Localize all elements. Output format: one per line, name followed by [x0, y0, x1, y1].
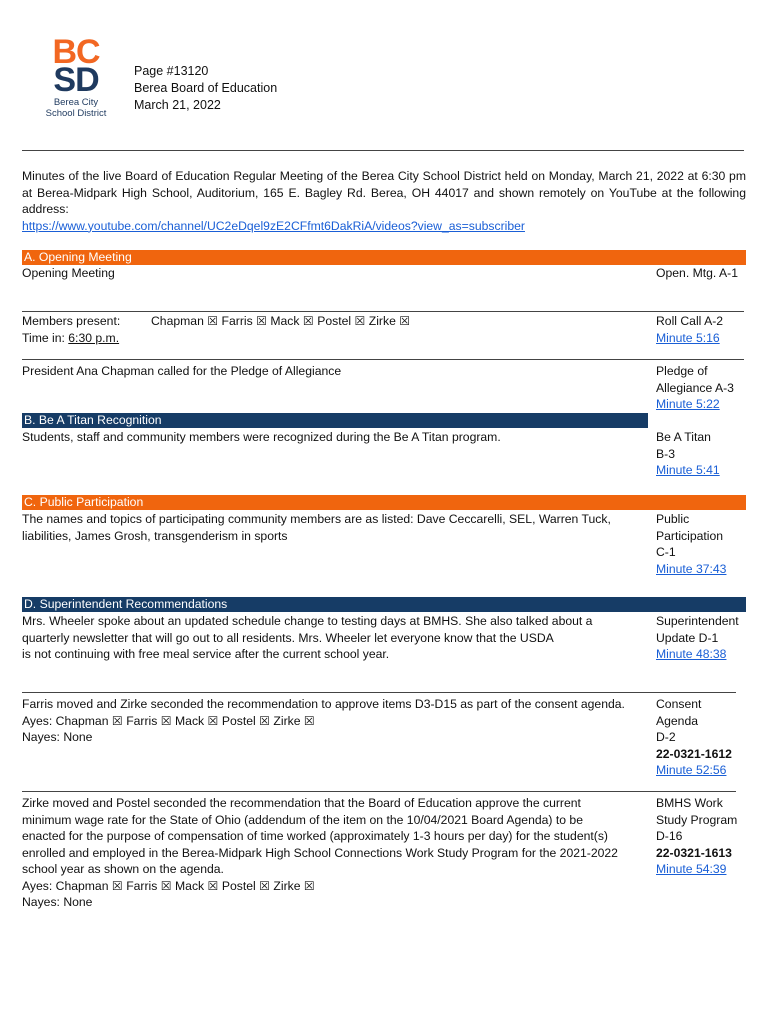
sup-minute-link[interactable]: Minute 48:38 [656, 647, 727, 661]
consent-minute-link[interactable]: Minute 52:56 [656, 763, 727, 777]
rollcall-label: Roll Call A-2 [656, 314, 724, 328]
page-number: Page #13120 [134, 64, 209, 78]
titan-text: Students, staff and community members were recognized during the Be A Titan program. [22, 430, 501, 444]
logo-sub-line1: Berea City [53, 97, 99, 108]
divider [22, 311, 744, 312]
work-ref [656, 795, 756, 878]
public-ref [656, 511, 756, 577]
public-line2: liabilities, James Grosh, transgenderism in sports [22, 528, 288, 543]
work-ref-line1: BMHS Work [656, 796, 723, 810]
consent-nayes: Nayes: None [22, 730, 93, 744]
work-minute-link[interactable]: Minute 54:39 [656, 862, 727, 876]
opening-meeting-text: Opening Meeting [22, 266, 115, 280]
logo-letter: B [52, 33, 76, 71]
sup-line2: quarterly newsletter that will go out to all residents. Mrs. Wheeler let everyone know that the USDA [22, 630, 554, 645]
work-line3: enacted for the purpose of compensation of time worked (approximately 1-3 hours per day) for the student(s) [22, 829, 608, 843]
pledge-ref-line2: Allegiance A-3 [656, 380, 734, 395]
logo-letters [36, 33, 116, 99]
section-c-header: C. Public Participation [22, 495, 746, 510]
work-line2: minimum wage rate for the State of Ohio (addendum of the item on the 10/04/2021 Board Agenda) to be [22, 812, 583, 827]
consent-text [22, 696, 625, 746]
work-resolution: 22-0321-1613 [656, 845, 732, 860]
divider [22, 791, 736, 792]
members-label: Members present: [22, 314, 121, 328]
logo-letter: S [53, 61, 76, 99]
time-label: Time in: [22, 331, 65, 345]
titan-ref-line2: B-3 [656, 446, 675, 461]
rollcall-ref [656, 313, 756, 346]
meeting-date: March 21, 2022 [134, 98, 221, 112]
sup-ref-line2: Update D-1 [656, 630, 719, 645]
consent-ayes: Ayes: Chapman ☒ Farris ☒ Mack ☒ Postel ☒ Zirke ☒ [22, 713, 315, 728]
sup-ref-line1: Superintendent [656, 614, 739, 628]
section-b-header: B. Be A Titan Recognition [22, 413, 648, 428]
titan-ref [656, 429, 756, 479]
intro-text: Minutes of the live Board of Education Regular Meeting of the Berea City School District held on Monday, March 21, 2022 at 6:30 pm at Berea-Midpark High School, Auditorium, 165 E. Bagley Rd. Berea, OH 44017 and shown remotely on YouTube at the following address: [22, 169, 746, 216]
logo-sub-line2: School District [45, 108, 107, 119]
work-line4: enrolled and employed in the Berea-Midpark High School Connections Work Study Program for the 2021-2022 [22, 845, 618, 860]
time-value: 6:30 p.m. [68, 331, 120, 345]
consent-resolution: 22-0321-1612 [656, 746, 732, 761]
divider [22, 359, 744, 360]
logo-subtitle [36, 97, 116, 119]
work-study-text [22, 795, 618, 911]
pledge-text: President Ana Chapman called for the Pledge of Allegiance [22, 364, 342, 378]
consent-ref [656, 696, 756, 779]
section-d-header: D. Superintendent Recommendations [22, 597, 746, 612]
public-minute-link[interactable]: Minute 37:43 [656, 561, 727, 576]
divider [22, 150, 744, 151]
pledge-minute-link[interactable]: Minute 5:22 [656, 397, 720, 411]
public-ref-line2: Participation [656, 528, 724, 543]
divider [22, 692, 736, 693]
opening-ref: Open. Mtg. A-1 [656, 266, 738, 280]
rollcall-minute-link[interactable]: Minute 5:16 [656, 330, 720, 345]
public-line1: The names and topics of participating community members are as listed: Dave Ceccarelli, SEL, Warren Tuck, [22, 512, 611, 526]
public-ref-line1: Public [656, 512, 690, 526]
work-ref-line2: Study Program [656, 812, 738, 827]
public-ref-line3: C-1 [656, 545, 676, 559]
work-line5: school year as shown on the agenda. [22, 862, 224, 876]
work-ayes: Ayes: Chapman ☒ Farris ☒ Mack ☒ Postel ☒ Zirke ☒ [22, 878, 315, 893]
youtube-link[interactable]: https://www.youtube.com/channel/UC2eDqel9zE2CFfmt6DakRiA/videos?view_as=subscriber [22, 218, 525, 233]
sup-line1: Mrs. Wheeler spoke about an updated schedule change to testing days at BMHS. She also talked about a [22, 614, 593, 628]
intro-paragraph [22, 168, 746, 234]
section-a-header: A. Opening Meeting [22, 250, 746, 265]
titan-minute-link[interactable]: Minute 5:41 [656, 463, 720, 477]
sup-line3: is not continuing with free meal service after the current school year. [22, 647, 390, 661]
logo-letter: D [75, 61, 99, 99]
consent-ref-line3: D-2 [656, 730, 676, 744]
time-in [22, 330, 119, 347]
logo-letter: C [76, 33, 100, 71]
pledge-ref-line1: Pledge of [656, 364, 708, 378]
work-ref-line3: D-16 [656, 829, 683, 843]
public-participation-text [22, 511, 611, 544]
titan-ref-line1: Be A Titan [656, 430, 711, 444]
consent-ref-line2: Agenda [656, 713, 699, 728]
document-header [134, 63, 277, 114]
consent-line1: Farris moved and Zirke seconded the recommendation to approve items D3-D15 as part of the consent agenda. [22, 697, 625, 711]
board-name: Berea Board of Education [134, 81, 278, 95]
consent-ref-line1: Consent [656, 697, 702, 711]
pledge-ref [656, 363, 756, 413]
work-nayes: Nayes: None [22, 895, 93, 909]
bcsd-logo [36, 33, 116, 119]
superintendent-text [22, 613, 592, 663]
members-present: Chapman ☒ Farris ☒ Mack ☒ Postel ☒ Zirke ☒ [151, 314, 411, 328]
sup-ref [656, 613, 756, 663]
work-line1: Zirke moved and Postel seconded the recommendation that the Board of Education approve the current [22, 796, 581, 810]
